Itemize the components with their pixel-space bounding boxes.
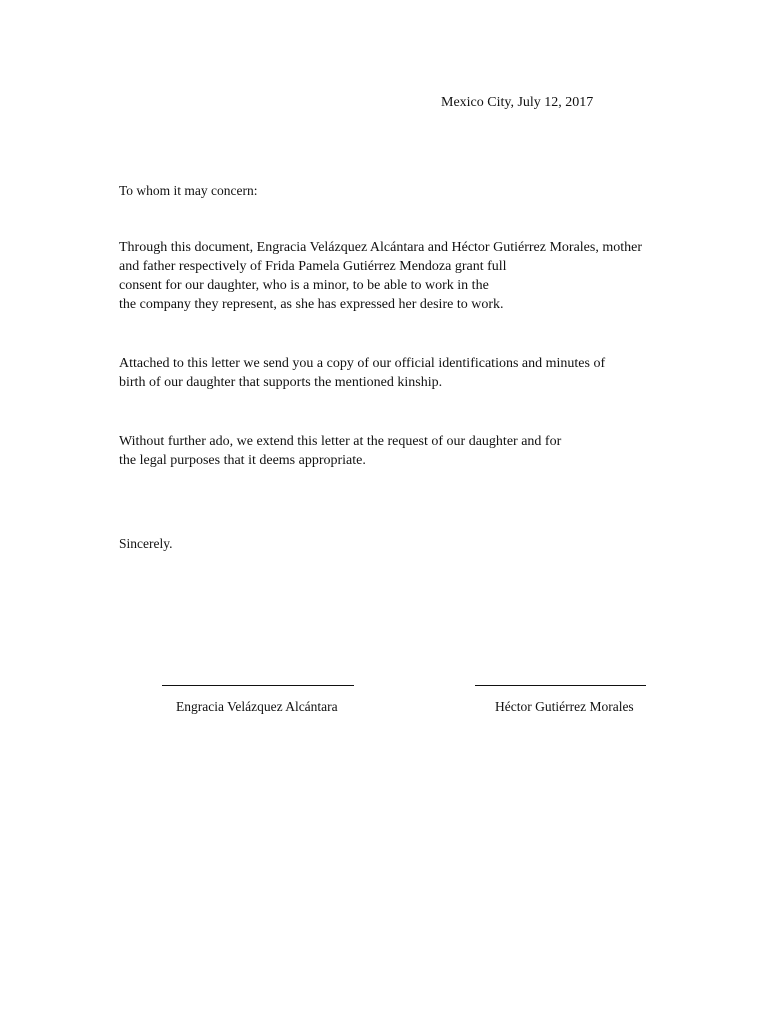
paragraph-line: consent for our daughter, who is a minor, to be able to work in the — [119, 278, 489, 293]
paragraph-line: Attached to this letter we send you a copy of our official identifications and minutes of — [119, 356, 606, 371]
paragraph-line: Without further ado, we extend this letter at the request of our daughter and for — [119, 434, 562, 449]
signature-name-mother: Engracia Velázquez Alcántara — [176, 699, 338, 714]
signature-line-father — [475, 685, 646, 686]
paragraph-line: birth of our daughter that supports the mentioned kinship. — [119, 375, 443, 390]
paragraph-line: the company they represent, as she has expressed her desire to work. — [119, 297, 504, 312]
paragraph-attachments — [119, 354, 605, 392]
signature-name-father: Héctor Gutiérrez Morales — [495, 699, 634, 714]
date-line: Mexico City, July 12, 2017 — [441, 95, 594, 110]
salutation: To whom it may concern: — [119, 183, 258, 198]
paragraph-line: the legal purposes that it deems appropriate. — [119, 453, 366, 468]
paragraph-line: and father respectively of Frida Pamela Gutiérrez Mendoza grant full — [119, 259, 507, 274]
closing: Sincerely. — [119, 536, 173, 551]
signature-line-mother — [162, 685, 354, 686]
paragraph-consent — [119, 238, 642, 314]
paragraph-purpose — [119, 432, 561, 470]
paragraph-line: Through this document, Engracia Velázquez Alcántara and Héctor Gutiérrez Morales, mother — [119, 240, 642, 255]
